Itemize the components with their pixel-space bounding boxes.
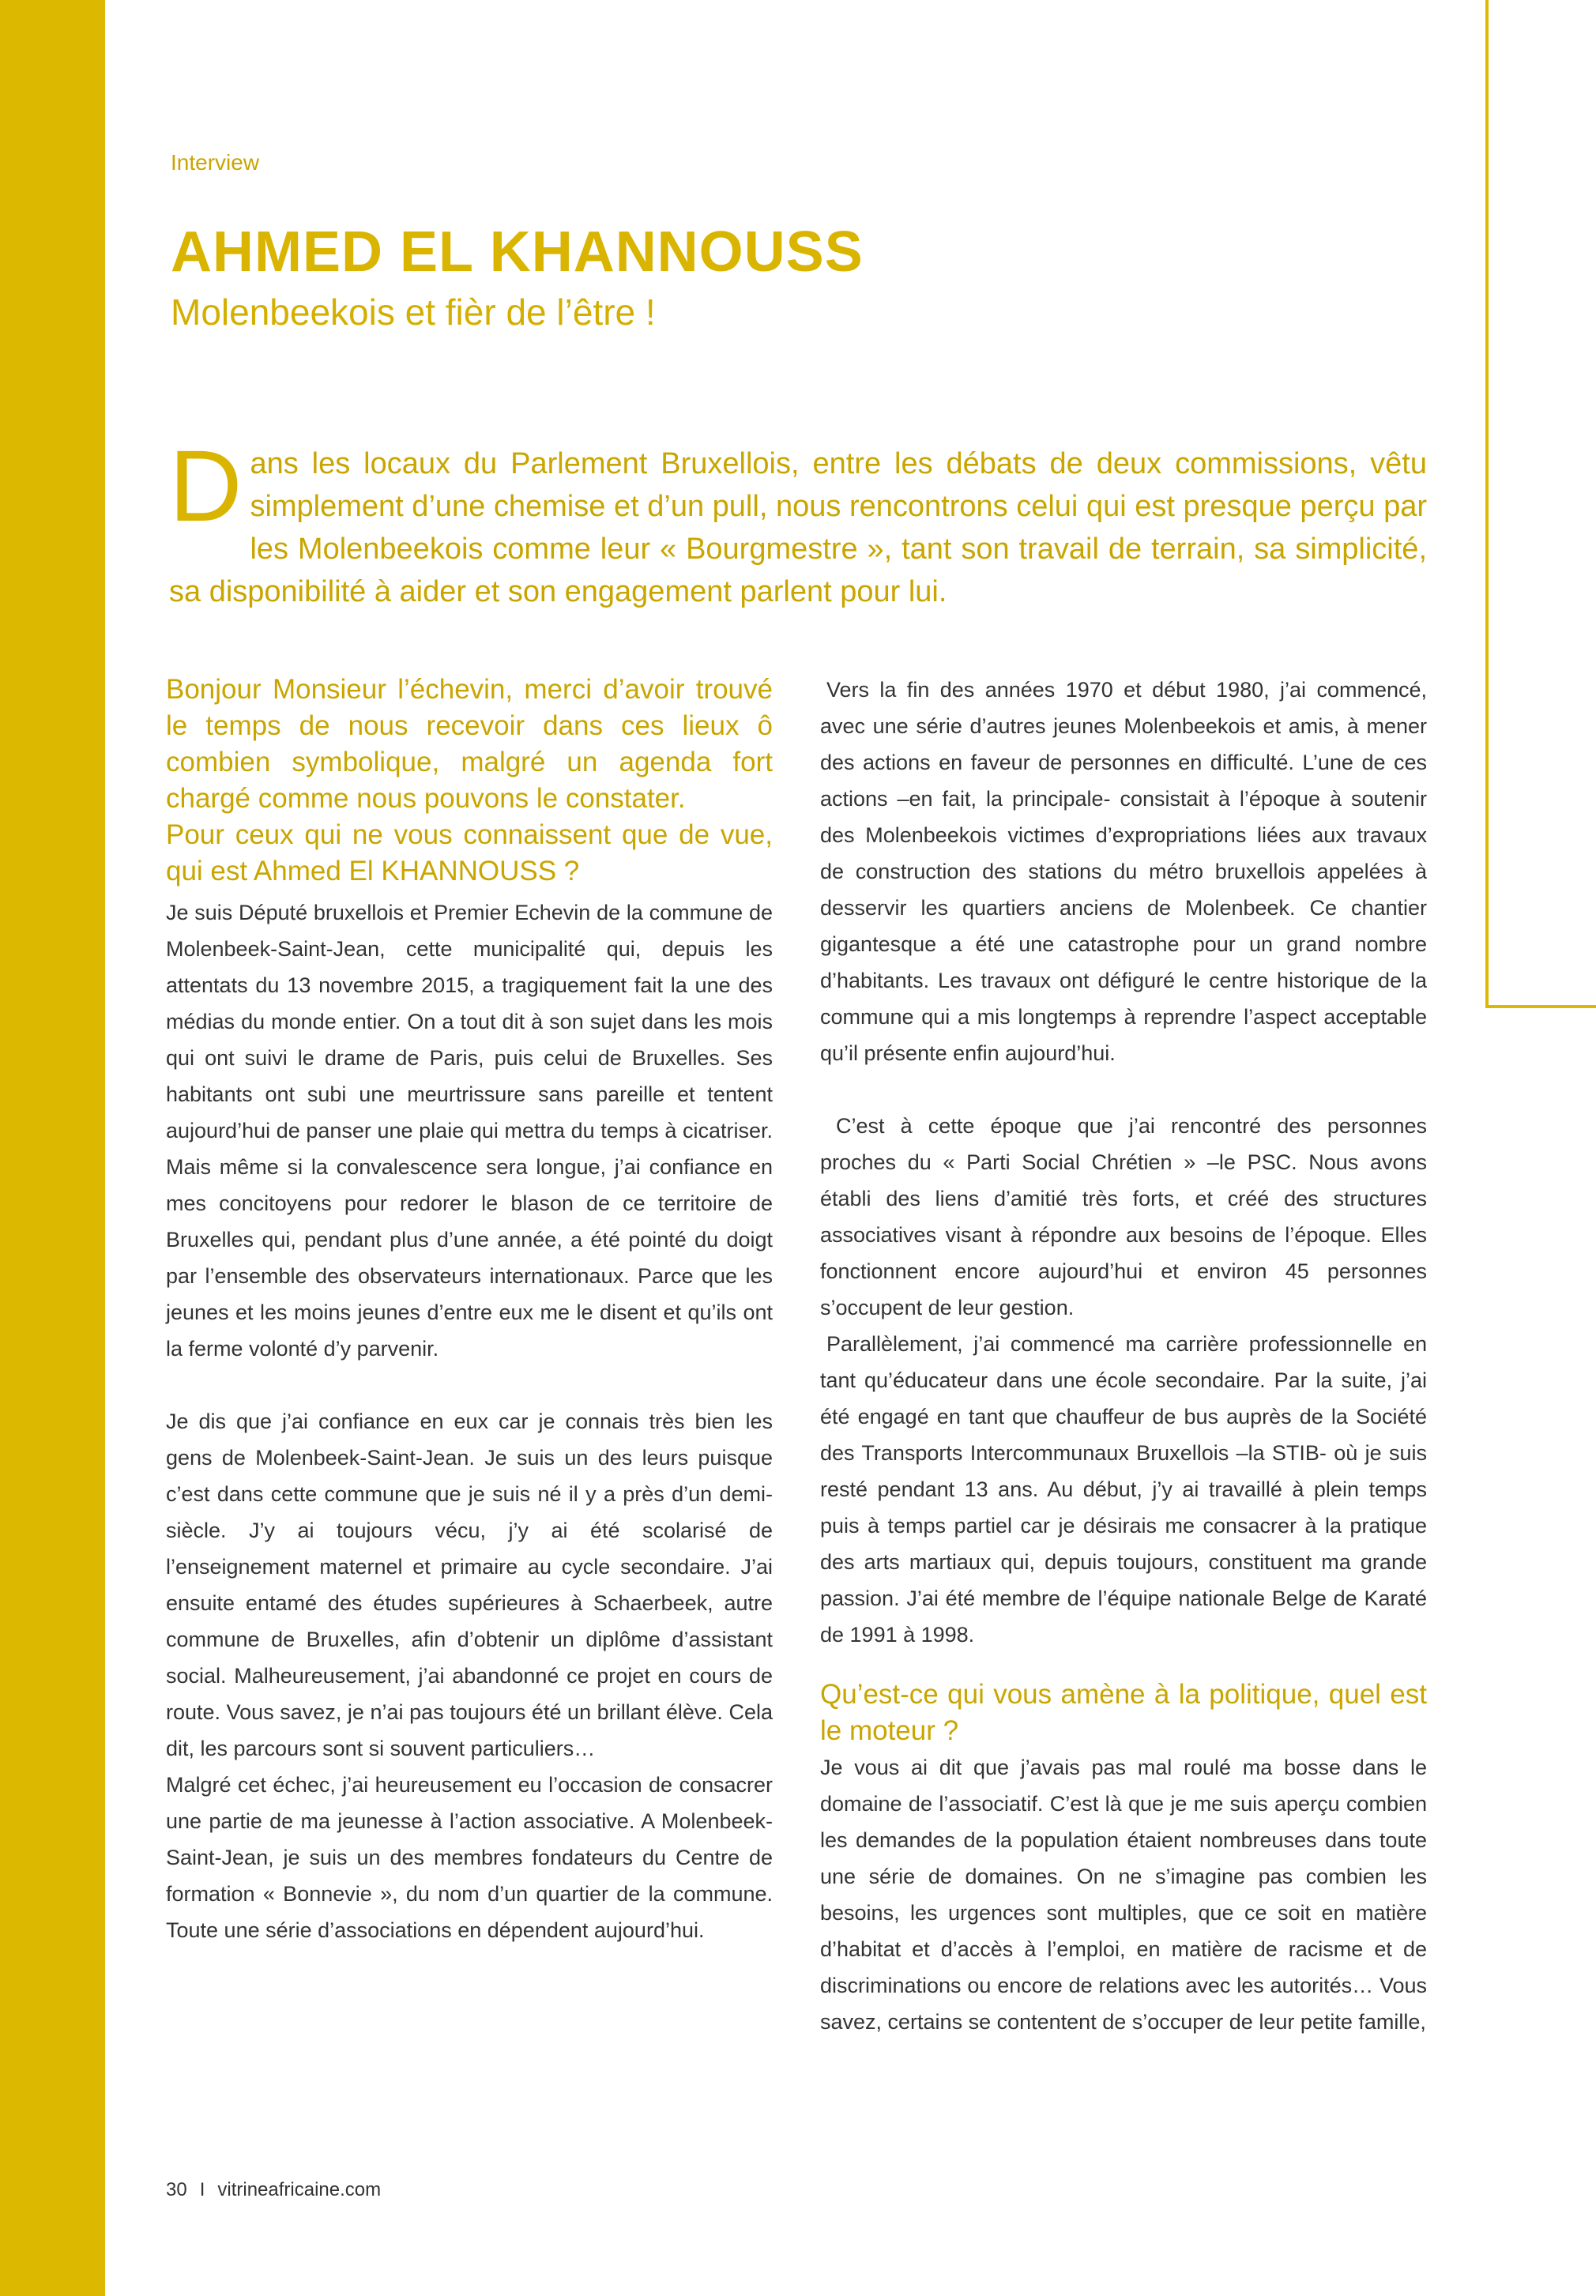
- answer-paragraph: Parallèlement, j’ai commencé ma carrière professionnelle en tant qu’éducateur dans une école secondaire. Par la suite, j’ai été engagé en tant que chauffeur de bus auprès de la Société des Transports Intercommunaux Bruxellois –la STIB- où je suis resté pendant 13 ans. Au début, j’y ai travaillé à plein temps puis à temps partiel car je désirais me consacrer à la pratique des arts martiaux qui, depuis toujours, constituent ma grande passion. J’ai été membre de l’équipe nationale Belge de Karaté de 1991 à 1998.: [820, 1332, 1427, 1647]
- article-subtitle: Molenbeekois et fièr de l’être !: [171, 292, 656, 333]
- interview-question: Pour ceux qui ne vous connaissent que de vue, qui est Ahmed El KHANNOUSS ?: [166, 819, 773, 886]
- answer-paragraph: C’est à cette époque que j’ai rencontré des personnes proches du « Parti Social Chrétien » –le PSC. Nous avons établi des liens d’amitié très forts, et créé des structures associatives visant à répondre aux besoins de l’époque. Elles fonctionnent encore aujourd’hui et environ 45 personnes s’occupent de leur gestion.: [820, 1114, 1427, 1319]
- intro-dropcap: D: [169, 430, 243, 543]
- section-kicker: Interview: [171, 150, 260, 175]
- left-column: [166, 672, 773, 1948]
- answer-paragraph: Vers la fin des années 1970 et début 1980, j’ai commencé, avec une série d’autres jeunes Molenbeekois et amis, à mener des actions en faveur de personnes en difficulté. L’une de ces actions –en fait, la principale- consistait à l’époque à soutenir des Molenbeekois victimes d’expropriations liées aux travaux de construction des stations du métro bruxellois appelées à desservir les quartiers anciens de Molenbeek. Ce chantier gigantesque a été une catastrophe pour un grand nombre d’habitants. Les travaux ont défiguré le centre historique de la commune qui a mis longtemps à reprendre l’aspect acceptable qu’il présente enfin aujourd’hui.: [820, 678, 1427, 1065]
- interview-question: Qu’est-ce qui vous amène à la politique, quel est le moteur ?: [820, 1679, 1427, 1746]
- answer-paragraph: Je vous ai dit que j’avais pas mal roulé ma bosse dans le domaine de l’associatif. C’est là que je me suis aperçu combien les demandes de la population étaient nombreuses dans toute une série de domaines. On ne s’imagine pas combien les besoins, les urgences sont multiples, que ce soit en matière d’habitat et d’accès à l’emploi, en matière de racisme et de discriminations ou encore de relations avec les autorités… Vous savez, certains se contentent de s’occuper de leur petite famille,: [820, 1756, 1427, 2034]
- right-accent-line-vertical: [1485, 0, 1489, 1008]
- intro-paragraph: [169, 430, 1427, 613]
- page-footer: [166, 2179, 381, 2201]
- footer-separator: I: [199, 2179, 205, 2200]
- right-column: [820, 672, 1427, 2040]
- footer-site: vitrineafricaine.com: [217, 2179, 382, 2200]
- answer-paragraph: Je dis que j’ai confiance en eux car je connais très bien les gens de Molenbeek-Saint-Jean. Je suis un des leurs puisque c’est dans cette commune que je suis né il y a près d’un demi-siècle. J’y ai toujours vécu, j’y ai été scolarisé de l’enseignement maternel et primaire au cycle secondaire. J’ai ensuite entamé des études supérieures à Schaerbeek, autre commune de Bruxelles, afin d’obtenir un diplôme d’assistant social. Malheureusement, j’ai abandonné ce projet en cours de route. Vous savez, je n’ai pas toujours été un brillant élève. Cela dit, les parcours sont si souvent particuliers…: [166, 1410, 773, 1760]
- left-accent-bar: [0, 0, 105, 2296]
- interview-question: Bonjour Monsieur l’échevin, merci d’avoir trouvé le temps de nous recevoir dans ces lieux ô combien symbolique, malgré un agenda fort chargé comme nous pouvons le constater.: [166, 674, 773, 814]
- page-number: 30: [166, 2179, 187, 2200]
- intro-text: ans les locaux du Parlement Bruxellois, entre les débats de deux commissions, vêtu simplement d’une chemise et d’un pull, nous rencontrons celui qui est presque perçu par les Molenbeekois comme leur « Bourgmestre », tant son travail de terrain, sa simplicité, sa disponibilité à aider et son engagement parlent pour lui.: [169, 447, 1427, 608]
- answer-paragraph: Malgré cet échec, j’ai heureusement eu l’occasion de consacrer une partie de ma jeunesse à l’action associative. A Molenbeek-Saint-Jean, je suis un des membres fondateurs du Centre de formation « Bonnevie », du nom d’un quartier de la commune. Toute une série d’associations en dépendent aujourd’hui.: [166, 1773, 773, 1942]
- article-title: AHMED EL KHANNOUSS: [171, 220, 864, 284]
- answer-paragraph: Je suis Député bruxellois et Premier Echevin de la commune de Molenbeek-Saint-Jean, cette municipalité qui, depuis les attentats du 13 novembre 2015, a tragiquement fait la une des médias du monde entier. On a tout dit à son sujet dans les mois qui ont suivi le drame de Paris, puis celui de Bruxelles. Ses habitants ont subi une meurtrissure sans pareille et tentent aujourd’hui de panser une plaie qui mettra du temps à cicatriser. Mais même si la convalescence sera longue, j’ai confiance en mes concitoyens pour redorer le blason de ce territoire de Bruxelles qui, pendant plus d’une année, a été pointé du doigt par l’ensemble des observateurs internationaux. Parce que les jeunes et les moins jeunes d’entre eux me le disent et qu’ils ont la ferme volonté d’y parvenir.: [166, 901, 773, 1361]
- right-accent-line-horizontal: [1485, 1005, 1596, 1008]
